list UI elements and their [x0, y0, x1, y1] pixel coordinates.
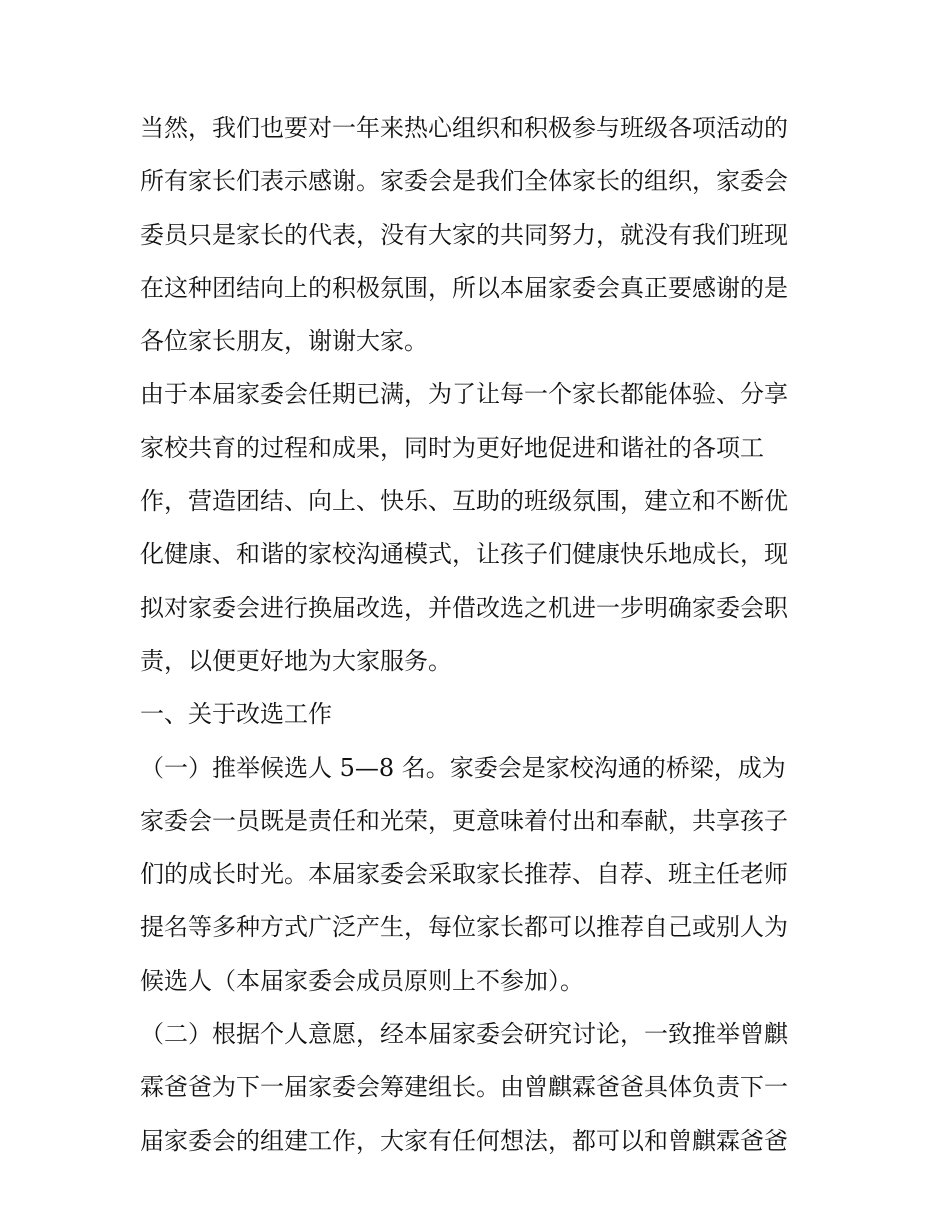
text-line: 候选人（本届家委会成员原则上不参加）。: [140, 966, 584, 995]
text-line: 由于本届家委会任期已满，为了让每一个家长都能体验、分享: [140, 380, 788, 409]
text-line: 们的成长时光。本届家委会采取家长推荐、自荐、班主任老师: [140, 860, 788, 889]
text-line: 提名等多种方式广泛产生，每位家长都可以推荐自己或别人为: [140, 913, 788, 942]
section-heading: 一、关于改选工作: [140, 700, 332, 729]
text-line: 在这种团结向上的积极氛围，所以本届家委会真正要感谢的是: [140, 273, 788, 302]
text-line: 所有家长们表示感谢。家委会是我们全体家长的组织，家委会: [140, 167, 788, 196]
text-line: 家校共育的过程和成果，同时为更好地促进和谐社的各项工: [140, 433, 764, 462]
text-line: （一）推举候选人 5—8 名。家委会是家校沟通的桥梁，成为: [140, 753, 786, 782]
document-body: [140, 102, 820, 1168]
text-line: 霖爸爸为下一届家委会筹建组长。由曾麒霖爸爸具体负责下一: [140, 1073, 788, 1102]
text-line: 拟对家委会进行换届改选，并借改选之机进一步明确家委会职: [140, 593, 788, 622]
text-line: （二）根据个人意愿，经本届家委会研究讨论，一致推举曾麒: [140, 1020, 788, 1049]
text-line: 作，营造团结、向上、快乐、互助的班级氛围，建立和不断优: [140, 487, 788, 516]
text-line: 家委会一员既是责任和光荣，更意味着付出和奉献，共享孩子: [140, 806, 788, 835]
text-line: 委员只是家长的代表，没有大家的共同努力，就没有我们班现: [140, 220, 788, 249]
text-line: 责，以便更好地为大家服务。: [140, 646, 452, 675]
text-line: 各位家长朋友，谢谢大家。: [140, 327, 428, 356]
text-line: 届家委会的组建工作，大家有任何想法，都可以和曾麒霖爸爸: [140, 1126, 788, 1155]
text-line: 化健康、和谐的家校沟通模式，让孩子们健康快乐地成长，现: [140, 540, 788, 569]
text-line: 当然，我们也要对一年来热心组织和积极参与班级各项活动的: [140, 114, 788, 142]
